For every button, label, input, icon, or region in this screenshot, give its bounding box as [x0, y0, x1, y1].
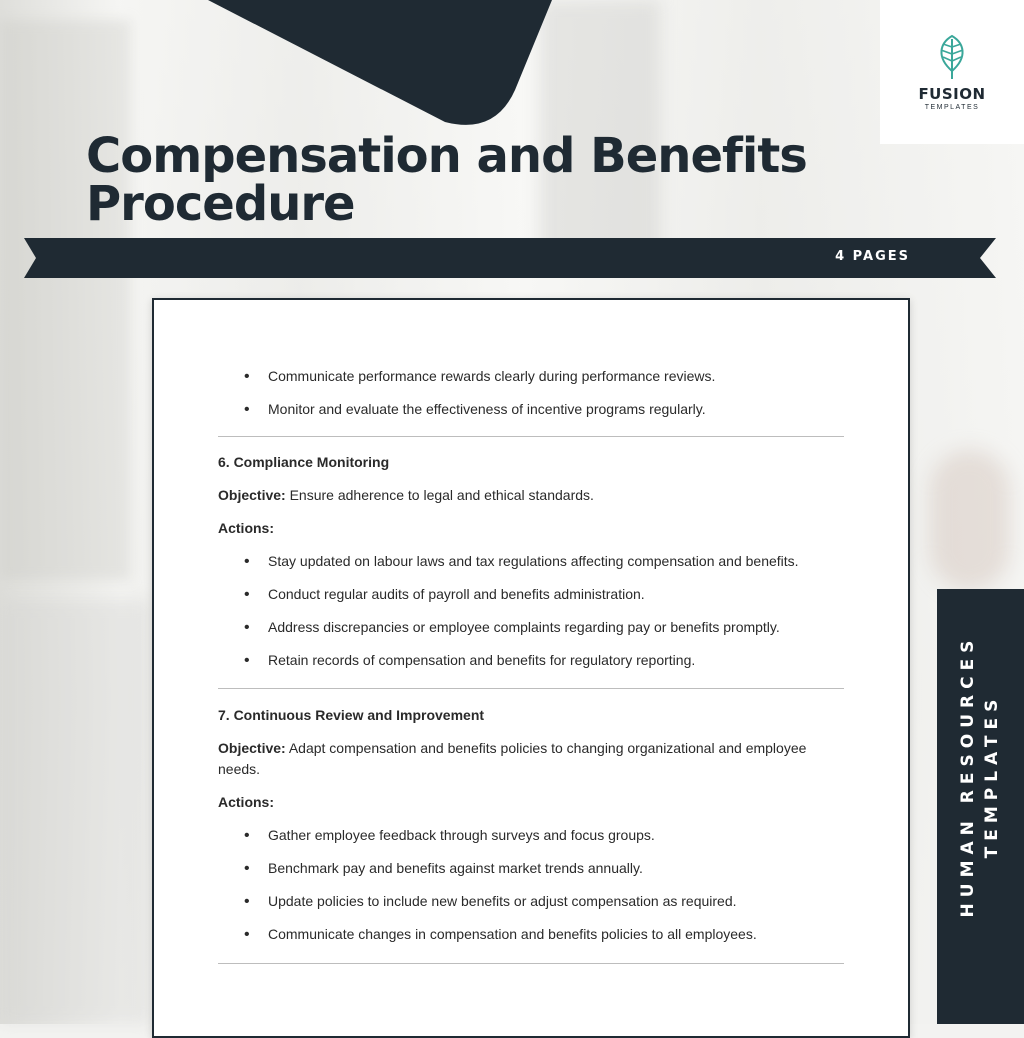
- leaf-icon: [928, 33, 976, 81]
- list-item: • Communicate changes in compensation and benefits policies to all employees.: [218, 924, 848, 945]
- page-title: [86, 128, 846, 232]
- list-item: • Address discrepancies or employee complaints regarding pay or benefits promptly.: [218, 617, 848, 638]
- background-blur-shape: [0, 600, 150, 1024]
- objective-label: Objective:: [218, 487, 286, 503]
- section-divider: [218, 436, 844, 437]
- side-label-line-1: HUMAN RESOURCES: [958, 634, 978, 918]
- section-title: 6. Compliance Monitoring: [218, 454, 390, 470]
- section-title: 7. Continuous Review and Improvement: [218, 707, 485, 723]
- title-line-2: Procedure: [86, 176, 355, 232]
- section-divider: [218, 688, 844, 689]
- section-objective: [218, 738, 848, 780]
- section-objective: [218, 485, 848, 506]
- actions-bullet-list: [218, 551, 848, 671]
- top-decorative-shape: [0, 0, 1024, 140]
- actions-label: Actions:: [218, 520, 274, 536]
- actions-label: Actions:: [218, 794, 274, 810]
- intro-bullet-list: [218, 366, 848, 420]
- brand-name: FUSION: [918, 85, 986, 103]
- list-item: • Gather employee feedback through surveys and focus groups.: [218, 825, 848, 846]
- list-item: • Retain records of compensation and benefits for regulatory reporting.: [218, 650, 848, 671]
- title-line-1: Compensation and Benefits: [86, 128, 807, 184]
- list-item: • Stay updated on labour laws and tax regulations affecting compensation and benefits.: [218, 551, 848, 572]
- page-count-label: 4 PAGES: [835, 249, 910, 264]
- document-preview: [152, 298, 910, 1038]
- brand-logo: [880, 0, 1024, 144]
- actions-bullet-list: [218, 825, 848, 945]
- section-divider: [218, 963, 844, 964]
- list-item: • Communicate performance rewards clearly during performance reviews.: [218, 366, 848, 387]
- background-blur-shape: [930, 450, 1010, 590]
- side-label-line-2: TEMPLATES: [982, 693, 1002, 859]
- list-item: • Update policies to include new benefits or adjust compensation as required.: [218, 891, 848, 912]
- list-item: • Benchmark pay and benefits against market trends annually.: [218, 858, 848, 879]
- list-item: • Monitor and evaluate the effectiveness of incentive programs regularly.: [218, 399, 848, 420]
- objective-text: Adapt compensation and benefits policies to changing organizational and employee needs.: [218, 740, 807, 777]
- document-content: [218, 300, 848, 964]
- objective-label: Objective:: [218, 740, 286, 756]
- brand-subtitle: TEMPLATES: [924, 104, 980, 111]
- side-category-label: [956, 616, 1004, 936]
- objective-text: Ensure adherence to legal and ethical standards.: [289, 487, 594, 503]
- list-item: • Conduct regular audits of payroll and benefits administration.: [218, 584, 848, 605]
